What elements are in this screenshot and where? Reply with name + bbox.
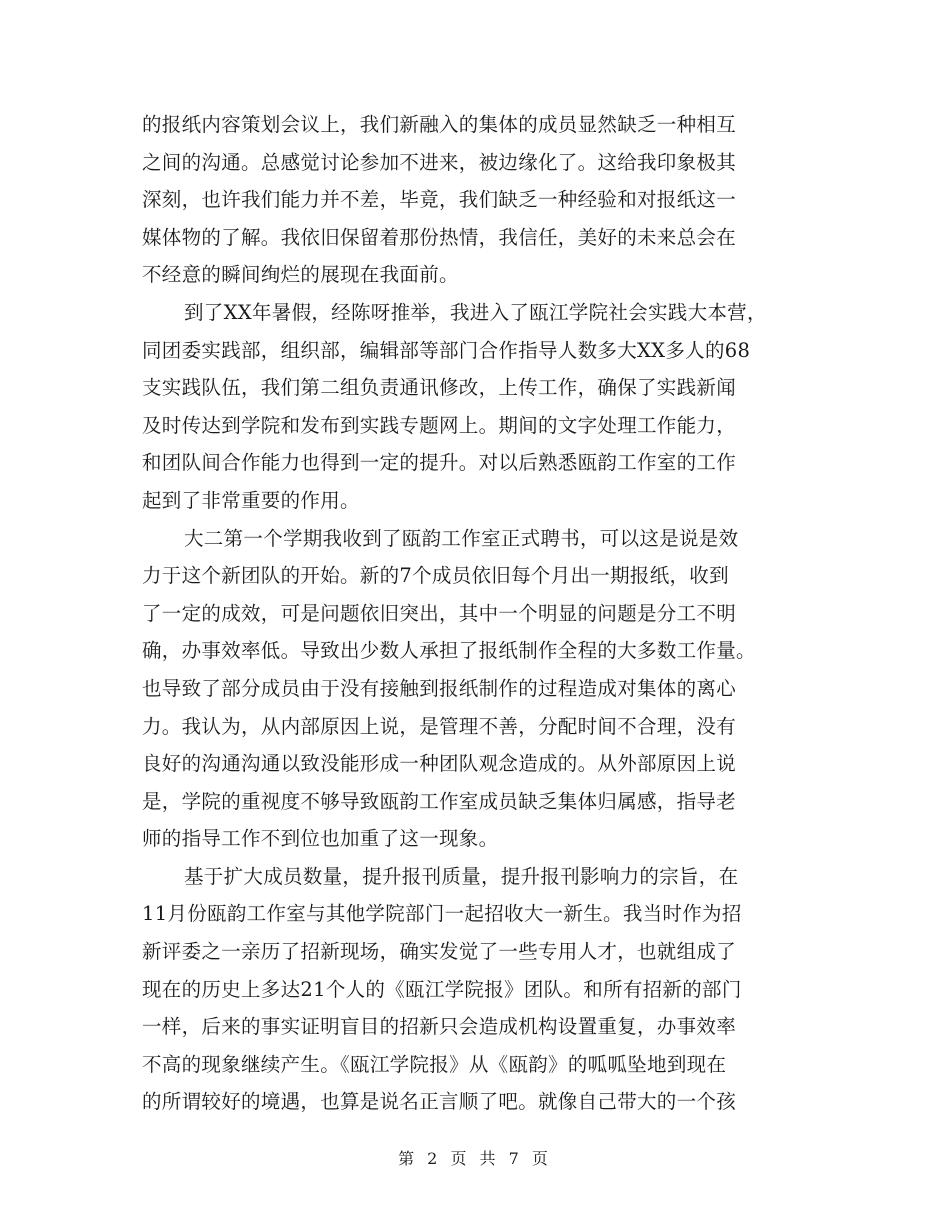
text-line: 的报纸内容策划会议上，我们新融入的集体的成员显然缺乏一种相互 — [142, 113, 737, 136]
text-line: 之间的沟通。总感觉讨论参加不进来，被边缘化了。这给我印象极其 — [142, 150, 737, 174]
text-line: 一样，后来的事实证明盲目的招新只会造成机构设置重复，办事效率 — [142, 1015, 737, 1039]
text-line: 支实践队伍，我们第二组负责通讯修改，上传工作，确保了实践新闻 — [142, 376, 737, 400]
text-line: 确，办事效率低。导致出少数人承担了报纸制作全程的大多数工作量。 — [142, 639, 756, 663]
text-line: 深刻，也许我们能力并不差，毕竟，我们缺乏一种经验和对报纸这一 — [142, 188, 737, 212]
text-line: 新评委之一亲历了招新现场，确实发觉了一些专用人才，也就组成了 — [142, 940, 737, 964]
text-line: 同团委实践部，组织部，编辑部等部门合作指导人数多大XX多人的68 — [142, 338, 751, 362]
text-line: 及时传达到学院和发布到实践专题网上。期间的文字处理工作能力， — [142, 413, 737, 437]
paragraph-start-line: 到了XX年暑假，经陈呀推举，我进入了瓯江学院社会实践大本营， — [184, 300, 767, 324]
body-text — [142, 106, 832, 1121]
text-line: 师的指导工作不到位也加重了这一现象。 — [142, 827, 499, 851]
text-line: 力于这个新团队的开始。新的7个成员依旧每个月出一期报纸，收到 — [142, 564, 729, 588]
text-line: 不经意的瞬间绚烂的展现在我面前。 — [142, 263, 459, 287]
text-line: 是，学院的重视度不够导致瓯韵工作室成员缺乏集体归属感，指导老 — [142, 789, 737, 813]
text-line: 也导致了部分成员由于没有接触到报纸制作的过程造成对集体的离心 — [142, 676, 737, 700]
text-line: 媒体物的了解。我依旧保留着那份热情，我信任，美好的未来总会在 — [142, 225, 737, 249]
page-number-footer: 第 2 页 共 7 页 — [398, 1149, 552, 1168]
paragraph-start-line: 大二第一个学期我收到了瓯韵工作室正式聘书，可以这是说是效 — [184, 526, 739, 550]
text-line: 的所谓较好的境遇，也算是说名正言顺了吧。就像自己带大的一个孩 — [142, 1090, 737, 1114]
text-line: 11月份瓯韵工作室与其他学院部门一起招收大一新生。我当时作为招 — [142, 902, 742, 926]
text-line: 起到了非常重要的作用。 — [142, 488, 360, 512]
text-line: 力。我认为，从内部原因上说，是管理不善，分配时间不合理，没有 — [142, 714, 737, 738]
text-line: 了一定的成效，可是问题依旧突出，其中一个明显的问题是分工不明 — [142, 601, 737, 625]
text-line: 良好的沟通沟通以致没能形成一种团队观念造成的。从外部原因上说 — [142, 752, 737, 776]
text-line: 现在的历史上多达21个人的《瓯江学院报》团队。和所有招新的部门 — [142, 977, 742, 1001]
text-line: 不高的现象继续产生。《瓯江学院报》从《瓯韵》的呱呱坠地到现在 — [142, 1052, 727, 1076]
text-line: 和团队间合作能力也得到一定的提升。对以后熟悉瓯韵工作室的工作 — [142, 451, 737, 475]
paragraph-start-line: 基于扩大成员数量，提升报刊质量，提升报刊影响力的宗旨，在 — [184, 864, 739, 888]
